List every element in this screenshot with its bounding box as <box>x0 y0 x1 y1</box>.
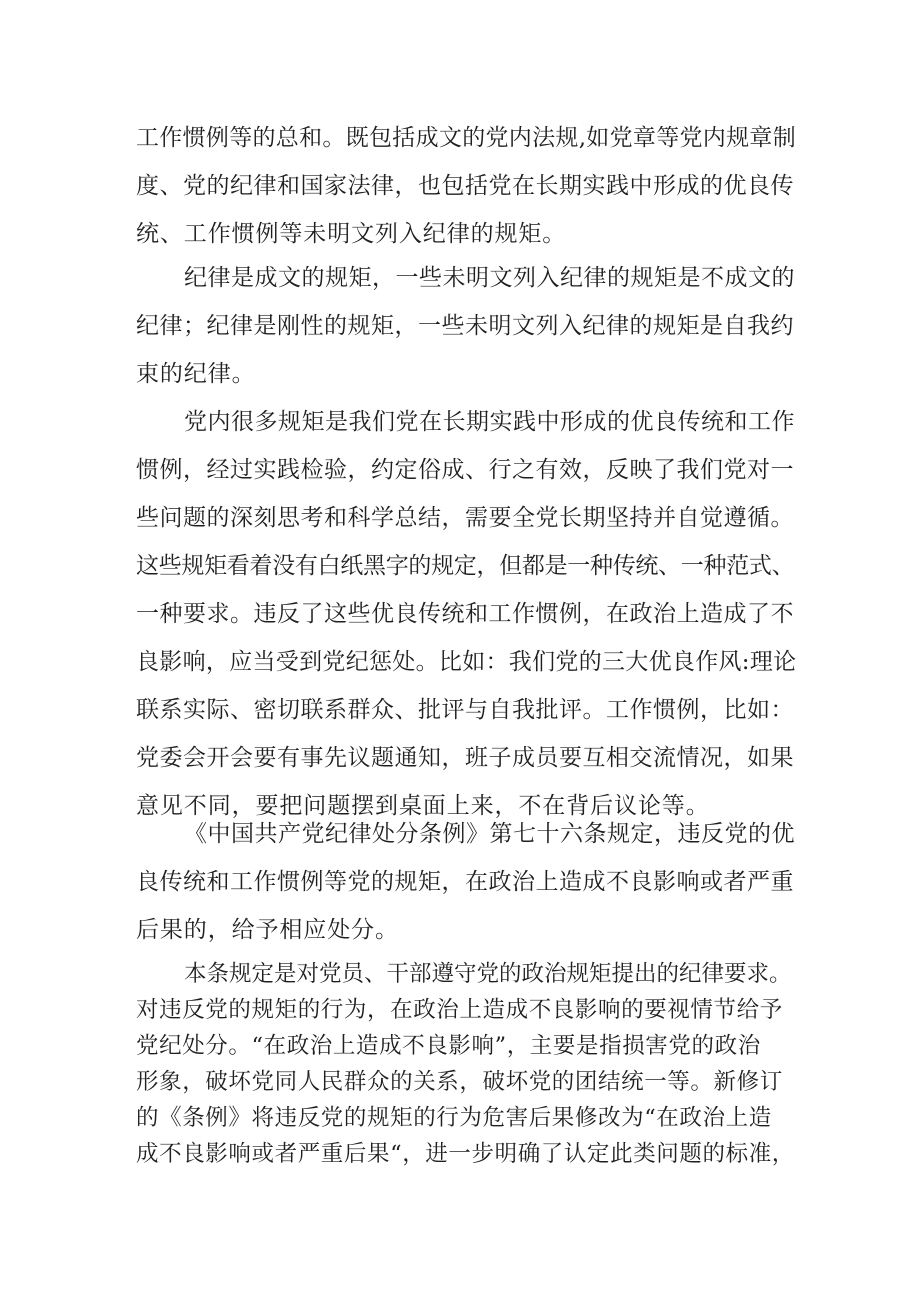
paragraph-5 <box>136 956 796 1172</box>
text-line: 《中国共产党纪律处分条例》第七十六条规定，违反党的优 <box>184 821 795 847</box>
text-line: 党纪处分。“在政治上造成不良影响”，主要是指损害党的政治 <box>136 1033 761 1059</box>
text-line: 成不良影响或者严重后果“，进一步明确了认定此类问题的标准， <box>136 1141 795 1167</box>
paragraph-1 <box>136 114 796 258</box>
text-line: 联系实际、密切联系群众、批评与自我批评。工作惯例，比如： <box>136 697 794 723</box>
text-line: 度、党的纪律和国家法律，也包括党在长期实践中形成的优良传 <box>136 173 794 199</box>
paragraph-2 <box>136 254 796 398</box>
text-line: 纪律；纪律是刚性的规矩，一些未明文列入纪律的规矩是自我约 <box>136 313 794 339</box>
paragraph-4 <box>136 810 796 954</box>
text-line: 对违反党的规矩的行为，在政治上造成不良影响的要视情节给予 <box>136 997 783 1023</box>
paragraph-3 <box>136 398 796 830</box>
text-line: 这些规矩看着没有白纸黑字的规定，但都是一种传统、一种范式、 <box>136 553 795 579</box>
text-line: 党内很多规矩是我们党在长期实践中形成的优良传统和工作 <box>184 409 795 435</box>
text-line: 一种要求。违反了这些优良传统和工作惯例，在政治上造成了不 <box>136 601 794 627</box>
text-line: 束的纪律。 <box>136 361 256 387</box>
text-line: 后果的，给予相应处分。 <box>136 917 399 943</box>
text-line: 本条规定是对党员、干部遵守党的政治规矩提出的纪律要求。 <box>184 961 792 987</box>
text-line: 意见不同，要把问题摆到桌面上来，不在背后议论等。 <box>136 793 710 819</box>
text-line: 工作惯例等的总和。既包括成文的党内法规,如党章等党内规章制 <box>136 125 797 151</box>
text-line: 统、工作惯例等未明文列入纪律的规矩。 <box>136 221 567 247</box>
text-line: 纪律是成文的规矩，一些未明文列入纪律的规矩是不成文的 <box>184 265 795 291</box>
text-line: 良传统和工作惯例等党的规矩，在政治上造成不良影响或者严重 <box>136 869 794 895</box>
text-line: 惯例，经过实践检验，约定俗成、行之有效，反映了我们党对一 <box>136 457 794 483</box>
text-line: 的《条例》将违反党的规矩的行为危害后果修改为“在政治上造 <box>136 1105 772 1131</box>
text-line: 些问题的深刻思考和科学总结，需要全党长期坚持并自觉遵循。 <box>136 505 794 531</box>
text-line: 党委会开会要有事先议题通知，班子成员要互相交流情况，如果 <box>136 745 794 771</box>
text-line: 良影响，应当受到党纪惩处。比如：我们党的三大优良作风:理论 <box>136 649 797 675</box>
text-line: 形象，破坏党同人民群众的关系，破坏党的团结统一等。新修订 <box>136 1069 783 1095</box>
